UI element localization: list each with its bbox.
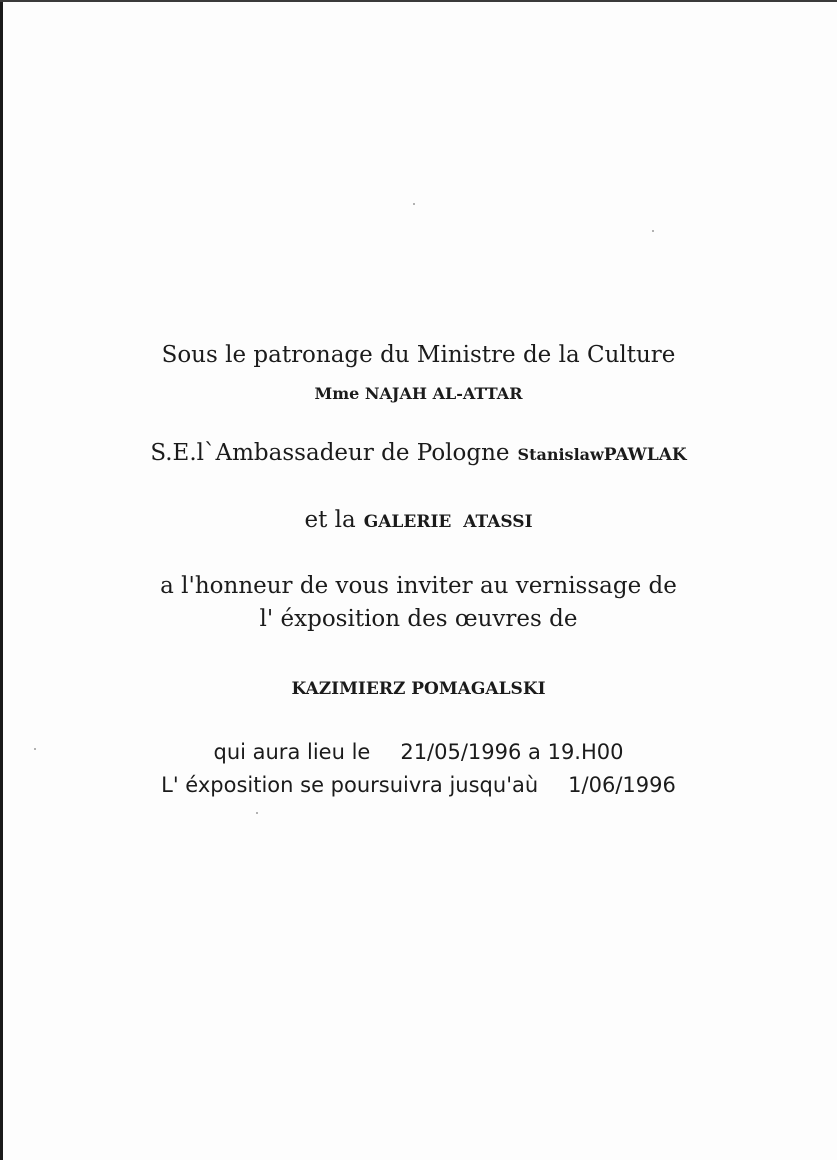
- minister-name-line: [0, 378, 837, 408]
- gallery-prefix: et la: [304, 507, 356, 533]
- opening-label: qui aura lieu le: [213, 740, 371, 764]
- ambassador-first-name: Stanislaw: [517, 445, 604, 464]
- ambassador-prefix: S.E.l`Ambassadeur de Pologne: [150, 440, 510, 466]
- minister-name: Mme NAJAH AL-ATTAR: [314, 384, 523, 403]
- opening-line: [0, 738, 837, 766]
- closing-label: L' éxposition se poursuivra jusqu'aù: [161, 773, 539, 797]
- patronage-line: Sous le patronage du Ministre de la Culture: [161, 342, 676, 368]
- ambassador-last-name: PAWLAK: [603, 445, 687, 465]
- gallery-line: [0, 506, 837, 536]
- scan-speck: [652, 230, 654, 232]
- ambassador-line: [0, 439, 837, 469]
- opening-datetime: 21/05/1996 a 19.H00: [400, 740, 624, 764]
- gallery-name: GALERIE ATASSI: [363, 512, 533, 532]
- invite-line-2: l' éxposition des œuvres de: [259, 606, 578, 632]
- scan-speck: [413, 203, 415, 205]
- closing-line: [0, 771, 837, 799]
- scan-speck: [256, 812, 258, 814]
- artist-name: KAZIMIERZ POMAGALSKI: [291, 679, 546, 699]
- invite-line-1: a l'honneur de vous inviter au vernissage de: [160, 573, 677, 599]
- closing-date: 1/06/1996: [568, 773, 676, 797]
- artist-line: [0, 673, 837, 703]
- scan-top-edge: [0, 0, 837, 2]
